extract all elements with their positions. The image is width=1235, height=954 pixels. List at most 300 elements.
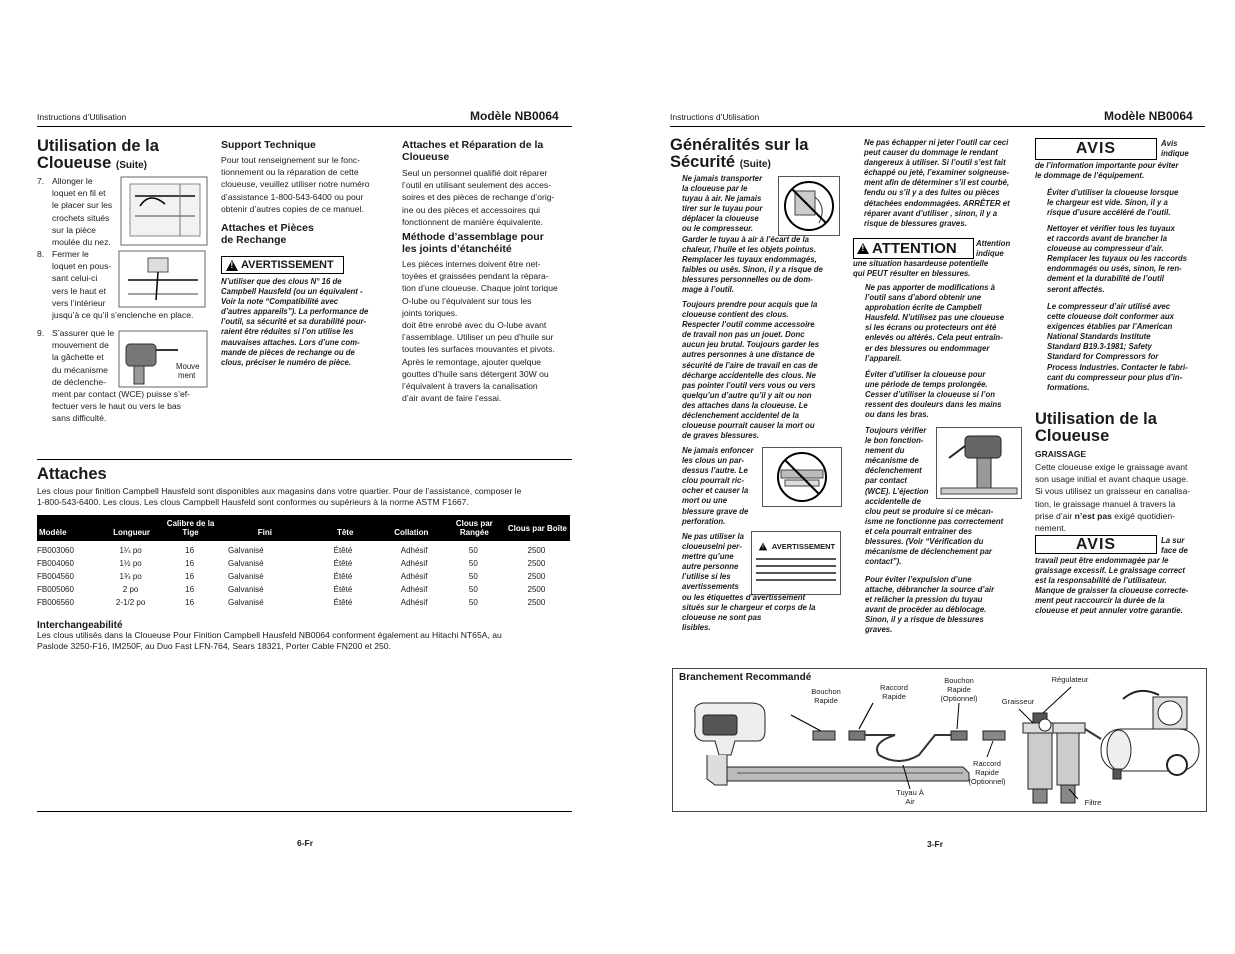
table-cell: 50 xyxy=(468,598,478,607)
col-collation: Collation xyxy=(379,515,444,541)
warning-label: AVERTISSEMENT xyxy=(241,259,334,271)
avis2-line: est la responsabilité de l’utilisateur. xyxy=(1035,576,1167,586)
reparation-line: Seul un personnel qualifié doit réparer xyxy=(402,168,548,178)
warning-line: clous, préciser le numéro de pièce. xyxy=(221,357,352,367)
col2-line: et relâcher la pression du tuyau xyxy=(865,595,983,605)
table-cell: Étêté xyxy=(333,585,353,594)
table-cell: 16 xyxy=(185,598,195,607)
methode-title-line2: les joints d’étanchéité xyxy=(402,243,512,255)
attaches-title: Attaches xyxy=(37,465,107,483)
table-cell: 2500 xyxy=(527,546,546,555)
attention-line: une situation hasardeuse potentielle xyxy=(853,259,989,268)
table-cell: Galvanisé xyxy=(228,585,264,594)
table-cell: 1¼ po xyxy=(119,546,142,555)
left-header-model: Modèle NB0064 xyxy=(470,109,559,123)
table-cell: 2 po xyxy=(122,585,139,594)
warning-line: Campbell Hausfeld (ou un équivalent - xyxy=(221,287,363,297)
col2-line: Ne pas échapper ni jeter l’outil car ceci xyxy=(864,138,1009,147)
warning-line: mande de pièces de rechange ou de xyxy=(221,347,355,357)
col3-line: formations. xyxy=(1047,382,1090,392)
step8-text xyxy=(52,248,127,309)
reparation-title-line2: Cloueuse xyxy=(402,151,450,163)
table-cell: 16 xyxy=(185,572,195,581)
table-cell: Étêté xyxy=(333,546,353,555)
gen-line: la cloueuse par le xyxy=(682,184,748,194)
col2-line: réparer avant d’utiliser , sinon, il y a xyxy=(864,208,998,218)
col2-line: Cesser d’utiliser la cloueuse si l’on xyxy=(865,390,995,400)
table-cell: Galvanisé xyxy=(228,572,264,581)
step9-end-line: sans difficulté. xyxy=(52,413,107,424)
table-cell: 1½ po xyxy=(119,559,142,568)
step7-line: Allonger le xyxy=(52,176,93,186)
mini-warning-triangle-icon xyxy=(759,543,767,551)
attention-side-line: Attention xyxy=(976,239,1011,248)
attention-side-line: indique xyxy=(976,249,1004,259)
gen-line: tirer sur le tuyau pour xyxy=(682,204,763,214)
gen-line: clou pourrait ric- xyxy=(682,476,744,486)
gen-line: mage à l’outil. xyxy=(682,285,734,295)
step7-line: le placer sur les xyxy=(52,200,113,211)
gen-line: mettre qu’une xyxy=(682,552,734,562)
diagram-title: Branchement Recommandé xyxy=(679,672,812,683)
col-longueur: Longueur xyxy=(100,515,163,541)
gen-line: Toujours prendre pour acquis que la xyxy=(682,300,818,309)
col2-line: déclenchement xyxy=(865,466,922,476)
label-line: Rapide xyxy=(882,692,906,701)
right-page-number: 3-Fr xyxy=(927,839,944,849)
table-cell: FB006560 xyxy=(37,598,74,607)
step9-line: de déclenche- xyxy=(52,376,106,387)
gen-line: ou le compresseur. xyxy=(682,224,754,234)
avis-label: AVIS xyxy=(1075,140,1117,157)
gen-line: perforation. xyxy=(682,516,726,526)
avis2-label: AVIS xyxy=(1075,535,1117,553)
col2-line: l’appareil. xyxy=(865,353,902,363)
table-cell: Étêté xyxy=(333,598,353,607)
right-header-section: Instructions d’Utilisation xyxy=(670,112,760,122)
graissage-text xyxy=(1035,461,1210,534)
gen-line: situés sur le chargeur et corps de la xyxy=(682,603,816,613)
utilisation-suite: (Suite) xyxy=(115,160,147,171)
graissage-line: nement. xyxy=(1035,523,1067,534)
gen-line: sécurité de l’aire de travail en cas de xyxy=(682,360,818,370)
avis-side-line: Avis xyxy=(1161,139,1178,148)
col2-line: clou peut se produire si ce mécan- xyxy=(865,507,994,516)
attention-side xyxy=(976,239,1026,259)
gen-line: cloueuse ne sont pas xyxy=(682,613,762,623)
reparation-line: fonctionnent de manière équivalente. xyxy=(402,216,543,227)
table-cell: 50 xyxy=(468,546,478,555)
col3-line: Process Industries. Contacter le fabri- xyxy=(1047,362,1188,372)
col2-line: et cela pourrait entrainer des xyxy=(865,527,973,537)
label-line: Rapide xyxy=(947,685,971,694)
gen-line: ou les étiquettes d’avertissement xyxy=(682,593,806,602)
gen-line: déclenchement accidentel de la xyxy=(682,411,799,421)
gen-p2 xyxy=(682,300,847,441)
gen-line: pas pointer l’outil vers vous ou vers xyxy=(682,380,816,390)
graissage-line: son usage initial et avant chaque usage. xyxy=(1035,474,1189,485)
label-line: Bouchon xyxy=(944,676,974,685)
attention-line: qui PEUT résulter en blessures. xyxy=(853,269,971,279)
col3-line: Remplacer les tuyaux ou les raccords xyxy=(1047,254,1187,264)
col-rangee: Clous par Rangée xyxy=(444,515,505,541)
warning-banner xyxy=(221,256,344,274)
col3-line: cant du compresseur pour plus d’in- xyxy=(1047,372,1183,382)
methode-line: joints toriques. xyxy=(402,307,458,318)
gen-line: faibles ou usés. Sinon, il y a risque de xyxy=(682,265,823,275)
gen-line: ocher et causer la xyxy=(682,486,749,496)
col2-line: échappé ou jeté, l’examiner soigneuse- xyxy=(864,168,1010,178)
attaches-table xyxy=(37,515,570,609)
gen-line: chaleur, l’huile et les objets pointus. xyxy=(682,245,816,255)
col2-line: par contact xyxy=(865,476,908,486)
warning-triangle-icon xyxy=(226,260,238,271)
latch-hook-illustration xyxy=(120,176,208,246)
col3-line: risque d’usure accéléré de l’outil. xyxy=(1047,208,1171,218)
compressor-drawing xyxy=(1085,691,1199,779)
table-cell: 2500 xyxy=(527,572,546,581)
graissage-title: GRAISSAGE xyxy=(1035,449,1087,459)
step8-line: Fermer le xyxy=(52,249,89,259)
avis2-text xyxy=(1035,556,1215,617)
table-cell: Adhésif xyxy=(400,559,428,568)
avis-side-line: indique xyxy=(1161,149,1189,159)
support-line: Pour tout renseignement sur le fonc- xyxy=(221,155,361,165)
gen-line: Remplacer les tuyaux endommagés, xyxy=(682,255,817,265)
col3-line: endommagés ou usés, sinon, le ren- xyxy=(1047,264,1182,274)
col2-line: approbation écrite de Campbell xyxy=(865,303,982,313)
avis-banner xyxy=(1035,138,1157,160)
avis-line: le dommage de l’équipement. xyxy=(1035,171,1145,181)
interchange-title: Interchangeabilité xyxy=(37,620,123,631)
util-right-title-line2: Cloueuse xyxy=(1035,427,1110,445)
support-line: obtenir d’autres copies de ce manuel. xyxy=(221,203,364,214)
methode-line: Les pièces internes doivent être net- xyxy=(402,259,541,269)
gen-line: tuyau à air. Ne jamais xyxy=(682,194,762,204)
right-header-model: Modèle NB0064 xyxy=(1104,109,1193,123)
left-header-rule xyxy=(37,126,572,127)
gen-p4-narrow xyxy=(682,532,762,593)
gen-p3 xyxy=(682,446,762,527)
col3-line: Éviter d’utiliser la cloueuse lorsque xyxy=(1047,188,1179,197)
col-tete: Tête xyxy=(312,515,379,541)
contact-trip-check-illustration xyxy=(936,427,1022,499)
generalites-title xyxy=(670,137,809,173)
left-page-number: 6-Fr xyxy=(297,838,314,848)
methode-line: toyées et graissées pendant la répara- xyxy=(402,271,549,282)
step9-line: la gâchette et xyxy=(52,352,104,363)
col3-line: National Standards Institute xyxy=(1047,332,1151,342)
step9-end xyxy=(52,388,190,425)
col2-p5 xyxy=(865,575,1030,636)
gen-line: de graves blessures. xyxy=(682,431,760,441)
warning-line: l’outil, sa sécurité et sa durabilité pour- xyxy=(221,317,367,327)
avis2-line: ment peut raccourcir la durée de la xyxy=(1035,596,1165,606)
avis2-line: Manque de graisser la cloueuse correcte- xyxy=(1035,586,1189,596)
table-row xyxy=(37,557,570,570)
label-line: Bouchon xyxy=(811,687,841,696)
table-cell: Adhésif xyxy=(400,598,428,607)
col3-line: cette cloueuse doit conformer aux xyxy=(1047,312,1174,322)
step7-line: sur la pièce xyxy=(52,224,96,235)
step9-text xyxy=(52,327,127,388)
col2-line: mécanisme de déclenchement par xyxy=(865,547,992,557)
mini-warning-label: AVERTISSEMENT xyxy=(771,542,836,551)
rechange-title-line1: Attaches et Pièces xyxy=(221,222,314,234)
table-cell: 2-1/2 po xyxy=(115,598,146,607)
graissage-text-part: prise d’air xyxy=(1035,510,1075,521)
support-line: cloueuse, veuillez utiliser notre numéro xyxy=(221,179,370,190)
methode-line: l’équivalent à travers la canalisation xyxy=(402,381,538,392)
table-cell: Adhésif xyxy=(400,572,428,581)
interchange-line: Les clous utilisés dans la Cloueuse Pour Finition Campbell Hausfeld NB0064 conforment également au Hitachi NT65A, au xyxy=(37,630,502,640)
gen-line: Garder le tuyau à air à l’écart de la xyxy=(682,235,809,244)
col2-line: graves. xyxy=(865,625,893,635)
table-cell: Étêté xyxy=(333,559,353,568)
interchange-text xyxy=(37,630,577,652)
col2-line: le bon fonction- xyxy=(865,436,924,446)
col3-line: Nettoyer et vérifier tous les tuyaux xyxy=(1047,224,1175,233)
label-line: Rapide xyxy=(814,696,838,705)
graissage-line xyxy=(1035,510,1210,522)
col3-line: Standard B19.3-1981; Safety xyxy=(1047,342,1152,352)
label-regulateur: Régulateur xyxy=(1051,675,1089,684)
support-line: d’assistance 1-800-543-6400 ou pour xyxy=(221,191,364,202)
step8-line: sant celui-ci xyxy=(52,273,98,284)
col2-line: avant de procéder au déblocage. xyxy=(865,605,987,615)
col3-line: seront affectés. xyxy=(1047,284,1105,294)
attaches-intro-line: Les clous pour finition Campbell Hausfeld sont disponibles aux magasins dans votre quartier. Pour de l’assistance, composer le xyxy=(37,486,522,496)
attention-triangle-icon xyxy=(857,243,869,254)
methode-line: toutes les surfaces mouvantes et pivots. xyxy=(402,344,555,355)
gen-line: autres personnes à une distance de xyxy=(682,350,815,360)
support-title: Support Technique xyxy=(221,139,316,151)
table-cell: 16 xyxy=(185,546,195,555)
interchange-line: Paslode 3250-F16, IM250F, au Duo Fast LFN-764, Sears 18321, Porter Cable FN200 et 250. xyxy=(37,641,391,651)
label-tuyau-air xyxy=(885,788,935,806)
col3-p3 xyxy=(1047,302,1212,393)
mini-warning-header xyxy=(752,541,840,552)
gen-line: Respecter l’outil comme accessoire xyxy=(682,320,815,330)
col2-line: ressent des douleurs dans les mains xyxy=(865,400,1002,410)
col2-line: er des blessures ou endommager xyxy=(865,343,990,353)
col2-line: ment afin de déterminer s’il est courbé, xyxy=(864,178,1010,188)
step9-line: S’assurer que le xyxy=(52,328,115,338)
table-cell: Galvanisé xyxy=(228,559,264,568)
gen-line: Ne jamais transporter xyxy=(682,174,763,183)
col2-p4-wide xyxy=(865,507,1030,568)
attention-text xyxy=(853,259,1028,279)
gen-line: cloueuse pourrait causer la mort ou xyxy=(682,421,815,431)
methode-line: gouttes d’huile sans détergent 30W ou xyxy=(402,368,549,379)
col2-line: dangereux à utiliser. Si l’outil s’est fait xyxy=(864,158,1006,168)
gen-line: autre personne xyxy=(682,562,739,572)
gen-p4-wide xyxy=(682,593,847,633)
util-right-title-line1: Utilisation de la xyxy=(1035,410,1157,428)
step9-end-line: fectuer vers le haut ou vers le bas xyxy=(52,401,181,412)
table-cell: FB004560 xyxy=(37,572,74,581)
step7-line: loquet en fil et xyxy=(52,188,106,199)
attention-banner xyxy=(853,238,974,259)
col3-line: exigences établies par l’American xyxy=(1047,322,1173,332)
util-right-title xyxy=(1035,411,1157,445)
gen-line: aucun jeu brutal. Toujours garder les xyxy=(682,340,820,350)
col2-line: Éviter d’utiliser la cloueuse pour xyxy=(865,370,986,379)
col3-line: le chargeur est vide. Sinon, il y a xyxy=(1047,198,1168,208)
table-cell: 2500 xyxy=(527,585,546,594)
table-row xyxy=(37,570,570,583)
gen-line: l’utilise si les xyxy=(682,572,731,582)
graissage-line: Cette cloueuse exige le graissage avant xyxy=(1035,462,1188,472)
step7-line: crochets situés xyxy=(52,212,110,223)
warning-line: N’utiliser que des clous N° 16 de xyxy=(221,277,342,286)
reparation-line: ine ou des pièces et accessoires qui xyxy=(402,204,541,215)
col2-line: Hausfeld. N’utilisez pas une cloueuse xyxy=(865,313,1005,323)
reparation-text xyxy=(402,167,577,228)
label-line: Raccord xyxy=(973,759,1001,768)
col2-line: contact”). xyxy=(865,557,902,567)
col2-line: l’outil sans d’abord obtenir une xyxy=(865,293,982,303)
right-header-rule xyxy=(670,126,1205,127)
gen-line: quelqu’un d’autre qu’il y ait ou non xyxy=(682,390,812,400)
step7-number: 7. xyxy=(37,176,45,186)
col-calibre: Calibre de la Tige xyxy=(163,515,218,541)
gen-line: Ne pas utiliser la xyxy=(682,532,744,541)
attaches-intro-line: 1-800-543-6400. Les clous. Les clous Campbell Hausfeld sont conformes ou supérieurs à la norme ASTM F1667. xyxy=(37,497,469,507)
col2-line: risque de blessures graves. xyxy=(864,218,967,228)
avis2-line: travail peut être endommagée par le xyxy=(1035,556,1169,565)
label-line: Raccord xyxy=(880,683,908,692)
step9-line: du mécanisme xyxy=(52,364,108,375)
table-cell: 50 xyxy=(468,572,478,581)
methode-line: tion d’une cloueuse. Chaque joint torique xyxy=(402,283,558,294)
col-modele: Modèle xyxy=(37,515,100,541)
col2-line: isme ne fonctionne pas correctement xyxy=(865,517,1004,527)
label-line: (Optionnel) xyxy=(940,694,978,703)
graissage-emphasis: n’est pas xyxy=(1074,510,1112,521)
step9-line: mouvement de xyxy=(52,340,109,351)
gen-line: cloueuse contient des clous. xyxy=(682,310,789,320)
gen-line: mort ou une xyxy=(682,496,728,506)
methode-title xyxy=(402,231,544,255)
col2-line: une période de temps prolongée. xyxy=(865,380,988,390)
col3-line: cloueuse au compresseur d’air. xyxy=(1047,244,1164,254)
col2-line: Toujours vérifier xyxy=(865,426,927,435)
table-cell: Adhésif xyxy=(400,546,428,555)
warning-text xyxy=(221,277,396,368)
table-cell: 50 xyxy=(468,585,478,594)
gen-line: Ne jamais enfoncer xyxy=(682,446,754,455)
col2-p2 xyxy=(865,283,1030,364)
label-bouchon-optionnel xyxy=(931,676,987,703)
movement-label xyxy=(176,362,199,380)
section-divider xyxy=(37,459,572,460)
generalites-suite: (Suite) xyxy=(739,159,771,170)
table-cell: 16 xyxy=(185,585,195,594)
avis-line: de l’information importante pour éviter xyxy=(1035,161,1179,170)
label-line: (Optionnel) xyxy=(968,777,1006,786)
methode-line: doit être enrobé avec du O-lube avant xyxy=(402,320,547,331)
col2-line: peut causer du dommage le rendant xyxy=(864,148,998,158)
latch-close-illustration xyxy=(118,250,206,308)
methode-line: O-lube ou l’équivalent sur tous les xyxy=(402,295,532,306)
col3-line: Le compresseur d’air utilisé avec xyxy=(1047,302,1171,311)
gen-line: blessure grave de xyxy=(682,506,749,516)
col2-line: (WCE). L’éjection xyxy=(865,486,929,496)
gen-line: lisibles. xyxy=(682,623,711,633)
avis2-side-line: face de xyxy=(1161,546,1188,556)
gen-line: de travail non pas un jouet. Donc xyxy=(682,330,805,340)
reparation-line: soires et des pièces de rechange d’orig- xyxy=(402,192,555,203)
step8-line: loquet en pous- xyxy=(52,261,112,272)
label-raccord-optionnel xyxy=(959,759,1015,786)
step9-end-line: ment par contact (WCE) puisse s’ef- xyxy=(52,389,191,399)
step8-line: vers le haut et xyxy=(52,285,106,296)
col2-line: nement du xyxy=(865,446,905,456)
table-cell: 1¾ po xyxy=(119,572,142,581)
table-cell: FB005060 xyxy=(37,585,74,594)
warning-line: raient être réduites si l’on utilise les xyxy=(221,327,354,337)
col3-p2 xyxy=(1047,224,1212,295)
col2-p1 xyxy=(864,138,1029,229)
methode-line: d’air avant de faire l’essai. xyxy=(402,393,502,404)
col3-line: Standard for Compressors for xyxy=(1047,352,1159,362)
gen-line: avertissements xyxy=(682,582,739,592)
left-footer-rule xyxy=(37,811,572,812)
utilisation-title xyxy=(37,138,159,174)
methode-text xyxy=(402,258,577,404)
methode-line: l’assemblage. Utiliser un peu d’huile sur xyxy=(402,332,554,343)
label-line: Air xyxy=(905,797,915,806)
movement-label-line2: ment xyxy=(178,371,196,380)
table-cell: 50 xyxy=(468,559,478,568)
col2-line: accidentelle de xyxy=(865,496,921,506)
generalites-title-line2: Sécurité xyxy=(670,153,736,171)
generalites-title-line1: Généralités sur la xyxy=(670,136,809,154)
utilisation-title-line1: Utilisation de la xyxy=(37,137,159,155)
graissage-text-part: exigé quotidien- xyxy=(1111,510,1175,521)
gen-line: cloueuselni per- xyxy=(682,542,742,552)
label-graisseur: Graisseur xyxy=(1001,697,1035,706)
table-row xyxy=(37,596,570,609)
movement-label-line1: Mouve xyxy=(176,362,200,371)
col2-p3 xyxy=(865,370,1030,420)
avis2-line: cloueuse et peut annuler votre garantie. xyxy=(1035,606,1183,616)
col2-p4-narrow xyxy=(865,426,937,507)
reparation-title-line1: Attaches et Réparation de la xyxy=(402,139,544,151)
gen-line: les clous un par- xyxy=(682,456,744,466)
col3-line: et raccords avant de brancher la xyxy=(1047,234,1168,244)
table-cell: Galvanisé xyxy=(228,546,264,555)
gen-line: blessures personnelles ou de dom- xyxy=(682,275,813,285)
branchement-diagram xyxy=(672,668,1207,812)
step8-number: 8. xyxy=(37,249,45,259)
col2-line: Ne pas apporter de modifications à xyxy=(865,283,995,292)
avis2-banner xyxy=(1035,535,1157,554)
table-row xyxy=(37,541,570,557)
table-row xyxy=(37,583,570,596)
table-cell: Adhésif xyxy=(400,585,428,594)
step9-number: 9. xyxy=(37,328,45,338)
no-carry-by-hose-icon xyxy=(778,176,840,236)
avis-side xyxy=(1161,139,1205,159)
col3-p1 xyxy=(1047,188,1212,218)
label-bouchon-rapide xyxy=(801,687,851,705)
warning-line: mauvaises attaches. Lors d’une com- xyxy=(221,337,360,347)
attaches-intro xyxy=(37,486,577,508)
gen-line: des attaches dans la cloueuse. Le xyxy=(682,400,808,410)
step7-line: moulée du nez. xyxy=(52,237,111,248)
